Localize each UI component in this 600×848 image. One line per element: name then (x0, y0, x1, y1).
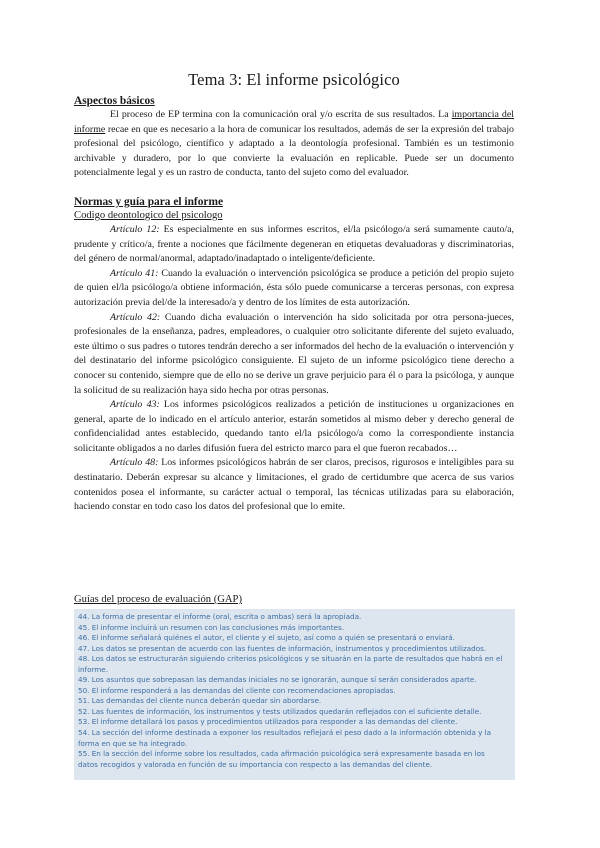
gap-line: 47. Los datos se presentan de acuerdo con las fuentes de información, instrumentos y procedimientos utilizados. (78, 643, 487, 653)
gap-line: 49. Los asuntos que sobrepasan las demandas iniciales no se ignorarán, aunque sí serán considerados aparte. (78, 675, 477, 685)
gap-line: 44. La forma de presentar el informe (oral, escrita o ambas) será la apropiada. (78, 612, 362, 621)
subheading-deontology: Codigo deontologico del psicologo (74, 209, 223, 221)
gap-line: 53. El informe detallará los pasos y procedimientos utilizados para responder a las demandas del cliente. (78, 717, 458, 727)
gap-line: 51. Las demandas del cliente nunca deberán quedar sin abordarse. (78, 696, 322, 706)
gap-line: 52. Las fuentes de información, los instrumentos y tests utilizados quedarán reflejados con el suficiente detalle. (78, 706, 482, 716)
gap-line: forma en que se ha integrado. (78, 738, 188, 748)
gap-line: 54. La sección del informe destinada a exponer los resultados reflejará el peso dado a la información obtenida y la (78, 728, 492, 738)
gap-line: datos recogidos y valorada en función de su importancia con respecto a las demandas del cliente. (78, 759, 433, 769)
gap-line: 50. El informe responderá a las demandas del cliente con recomendaciones apropiadas. (78, 685, 396, 695)
gap-line: 55. En la sección del informe sobre los resultados, cada afirmación psicológica será expresamente basada en los (78, 749, 485, 759)
gap-line: 45. El informe incluirá un resumen con las conclusiones más importantes. (78, 622, 345, 632)
gap-line: informe. (78, 664, 109, 674)
paragraph-basics: El proceso de EP termina con la comunicación oral y/o escrita de sus resultados. La importancia del informe recae en que es necesario a la hora de comunicar los resultados, además de ser la expresión del trabajo profesional del psicólogo, científico y adaptado a la deontología profesional. También es un testimonio archivable y duradero, por lo que convierte la evaluación en replicable. Puede ser un documento potencialmente legal y es un rastro de conducta, tanto del sujeto como del evaluador. (74, 109, 514, 179)
page-title: Tema 3: El informe psicológico (188, 70, 400, 89)
underlined-phrase: importancia del informe (74, 109, 514, 135)
subheading-gap: Guías del proceso de evaluación (GAP) (74, 594, 242, 605)
gap-line: 46. El informe señalará quiénes el autor, el cliente y el sujeto, así como a quién se presentará o enviará. (78, 633, 455, 643)
article-48: Artículo 48: Los informes psicológicos habrán de ser claros, precisos, rigurosos e inteligibles para su destinatario. Deberán expresar su alcance y limitaciones, el grado de certidumbre que acerca de sus varios contenidos posea el informante, su carácter actual o temporal, las técnicas utilizadas para su elaboración, haciendo constar en todo caso los datos del profesional que lo emite. (74, 457, 514, 513)
section-heading-norms: Normas y guía para el informe (74, 195, 224, 208)
article-41: Artículo 41: Cuando la evaluación o intervención psicológica se produce a petición del propio sujeto de quien el/la psicólogo/a obtiene información, ésta sólo puede comunicarse a terceras personas, con expresa autorización previa del/de la interesado/a y dentro de los límites de esta autorización. (74, 267, 514, 308)
document-page (74, 70, 514, 515)
article-43: Artículo 43: Los informes psicológicos realizados a petición de instituciones u organizaciones en general, aparte de lo indicado en el artículo anterior, estarán sometidos al mismo deber y derecho general de confidencialidad antes establecido, quedando tanto el/la psicólogo/a como la correspondiente instancia solicitante obligados a no darles difusión fuera del estricto marco para el que fueron recabados… (74, 399, 514, 454)
section-heading-basics: Aspectos básicos (74, 95, 155, 107)
article-12: Artículo 12: Es especialmente en sus informes escritos, el/la psicólogo/a será sumamente cauto/a, prudente y crítico/a, frente a nociones que fácilmente degeneran en etiquetas devaluadoras y discriminatorias, del género de normal/anormal, adaptado/inadaptado o inteligente/deficiente. (74, 223, 514, 265)
gap-guidelines-image (74, 609, 515, 780)
article-42: Artículo 42: Cuando dicha evaluación o intervención ha sido solicitada por otra persona-jueces, profesionales de la enseñanza, padres, empleadores, o cualquier otro solicitante diferente del sujeto evaluado, este último o sus padres o tutores tendrán derecho a ser informados del hecho de la evaluación o intervención y del destinatario del informe psicológico consiguiente. El sujeto de un informe psicológico tiene derecho a conocer su contenido, siempre que de ello no se derive un grave perjuicio para él o para la psicóloga, y aunque la solicitud de su realización haya sido hecha por otras personas. (74, 311, 514, 396)
gap-line: 48. Los datos se estructurarán siguiendo criterios psicológicos y se situarán en la parte de resultados que habrá en el (78, 654, 503, 664)
